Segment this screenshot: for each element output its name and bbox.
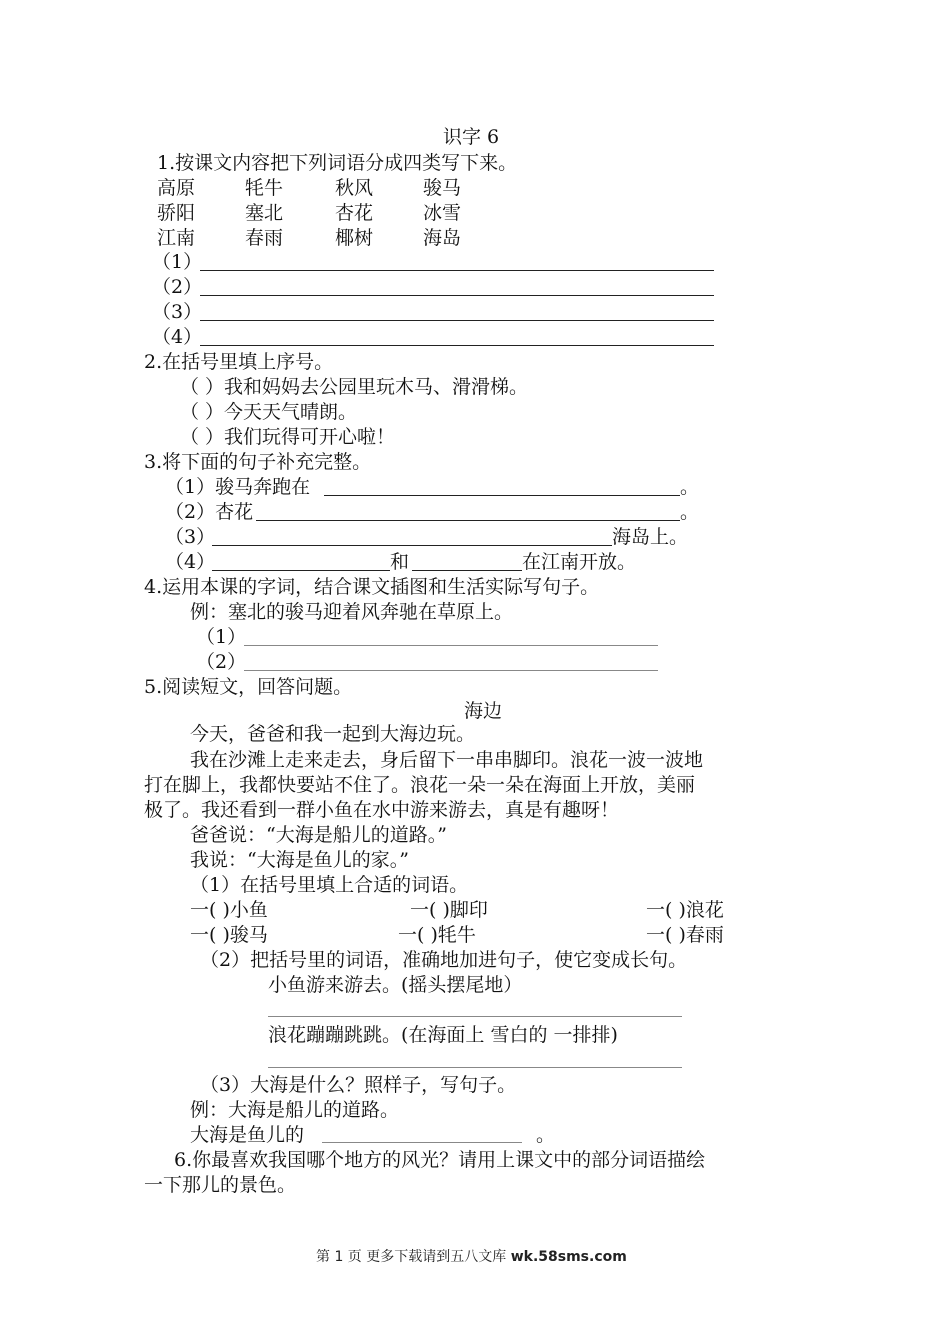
q5-sub3-end: 。 bbox=[536, 1124, 556, 1146]
fill-item[interactable]: 一( )脚印 bbox=[410, 899, 488, 921]
fill-item[interactable]: 一( )小鱼 bbox=[190, 899, 268, 921]
answer-line[interactable] bbox=[412, 570, 522, 571]
footer-link[interactable]: wk.58sms.com bbox=[510, 1249, 627, 1265]
word: 冰雪 bbox=[423, 202, 462, 224]
passage-paragraph: 爸爸说：“大海是船儿的道路。” bbox=[190, 824, 447, 846]
q2-item-text: 我和妈妈去公园里玩木马、滑滑梯。 bbox=[224, 376, 529, 398]
word: 杏花 bbox=[335, 202, 374, 224]
q2-item bbox=[180, 375, 528, 399]
answer-line[interactable] bbox=[200, 320, 714, 321]
q5-sub3: （3）大海是什么？照样子，写句子。 bbox=[200, 1074, 517, 1096]
q2-item bbox=[180, 400, 357, 424]
q3-l2-label: （2）杏花 bbox=[165, 501, 254, 523]
word: 椰树 bbox=[335, 227, 374, 249]
answer-line[interactable] bbox=[268, 1067, 682, 1068]
order-bracket[interactable]: （ ） bbox=[180, 426, 225, 448]
q3-l4-mid: 和 bbox=[390, 551, 410, 573]
passage-paragraph: 我在沙滩上走来走去，身后留下一串串脚印。浪花一波一波地 bbox=[190, 749, 704, 771]
q5-sub1: （1）在括号里填上合适的词语。 bbox=[190, 874, 469, 896]
q4-blank-label: （1） bbox=[196, 626, 247, 648]
answer-line[interactable] bbox=[212, 545, 612, 546]
word: 牦牛 bbox=[245, 177, 284, 199]
q3-l3-end: 海岛上。 bbox=[612, 526, 689, 548]
q3-l4-end: 在江南开放。 bbox=[522, 551, 637, 573]
q1-blank-label: （3） bbox=[152, 301, 203, 323]
fill-item[interactable]: 一( )骏马 bbox=[190, 924, 268, 946]
q2-item bbox=[180, 425, 395, 449]
answer-line[interactable] bbox=[324, 495, 680, 496]
word: 塞北 bbox=[245, 202, 284, 224]
answer-line[interactable] bbox=[256, 520, 680, 521]
word: 高原 bbox=[157, 177, 196, 199]
q5-sub2: （2）把括号里的词语，准确地加进句子，使它变成长句。 bbox=[200, 949, 688, 971]
q5-sub3-example: 例：大海是船儿的道路。 bbox=[190, 1099, 400, 1121]
page-title: 识字 6 bbox=[443, 126, 500, 148]
q4-blank-label: （2） bbox=[196, 651, 247, 673]
answer-line[interactable] bbox=[244, 670, 658, 671]
fill-item[interactable]: 一( )牦牛 bbox=[398, 924, 476, 946]
answer-line[interactable] bbox=[200, 270, 714, 271]
word: 江南 bbox=[157, 227, 196, 249]
fill-item[interactable]: 一( )春雨 bbox=[646, 924, 724, 946]
q1-blank-label: （1） bbox=[152, 251, 203, 273]
q2-prompt: 2.在括号里填上序号。 bbox=[144, 351, 334, 373]
passage-paragraph: 今天，爸爸和我一起到大海边玩。 bbox=[190, 723, 476, 745]
q3-l1-label: （1）骏马奔跑在 bbox=[165, 476, 311, 498]
word: 骄阳 bbox=[157, 202, 196, 224]
q2-item-text: 我们玩得可开心啦！ bbox=[224, 426, 396, 448]
answer-line[interactable] bbox=[200, 345, 714, 346]
q1-blank-label: （4） bbox=[152, 326, 203, 348]
q4-example: 例：塞北的骏马迎着风奔驰在草原上。 bbox=[190, 601, 514, 623]
q5-prompt: 5.阅读短文，回答问题。 bbox=[144, 676, 353, 698]
answer-line[interactable] bbox=[244, 645, 658, 646]
q3-l3-label: （3） bbox=[165, 526, 216, 548]
q1-prompt: 1.按课文内容把下列词语分成四类写下来。 bbox=[157, 152, 518, 174]
q1-blank-label: （2） bbox=[152, 276, 203, 298]
passage-paragraph: 我说：“大海是鱼儿的家。” bbox=[190, 849, 409, 871]
order-bracket[interactable]: （ ） bbox=[180, 376, 225, 398]
q3-l1-end: 。 bbox=[680, 476, 700, 498]
word: 海岛 bbox=[423, 227, 462, 249]
answer-line[interactable] bbox=[212, 570, 390, 571]
q6-prompt-line2: 一下那儿的景色。 bbox=[144, 1174, 297, 1196]
answer-line[interactable] bbox=[322, 1142, 522, 1143]
q6-prompt-line1: 6.你最喜欢我国哪个地方的风光？请用上课文中的部分词语描绘 bbox=[174, 1149, 706, 1171]
q2-item-text: 今天天气晴朗。 bbox=[224, 401, 358, 423]
q5-sub3-start: 大海是鱼儿的 bbox=[190, 1124, 305, 1146]
word: 骏马 bbox=[423, 177, 462, 199]
q3-l2-end: 。 bbox=[680, 501, 700, 523]
word: 春雨 bbox=[245, 227, 284, 249]
passage-paragraph: 打在脚上，我都快要站不住了。浪花一朵一朵在海面上开放，美丽 bbox=[144, 774, 696, 796]
page-footer bbox=[316, 1245, 627, 1269]
q3-prompt: 3.将下面的句子补充完整。 bbox=[144, 451, 372, 473]
answer-line[interactable] bbox=[268, 1016, 682, 1017]
q3-l4-label: （4） bbox=[165, 551, 216, 573]
q5-sub2-sentence: 小鱼游来游去。(摇头摆尾地） bbox=[268, 974, 523, 996]
order-bracket[interactable]: （ ） bbox=[180, 401, 225, 423]
q5-sub2-sentence: 浪花蹦蹦跳跳。(在海面上 雪白的 一排排) bbox=[268, 1024, 618, 1046]
passage-title: 海边 bbox=[464, 700, 503, 722]
fill-item[interactable]: 一( )浪花 bbox=[646, 899, 724, 921]
q4-prompt: 4.运用本课的字词，结合课文插图和生活实际写句子。 bbox=[144, 576, 600, 598]
footer-text: 第 1 页 更多下载请到五八文库 bbox=[316, 1249, 511, 1265]
word: 秋风 bbox=[335, 177, 374, 199]
passage-paragraph: 极了。我还看到一群小鱼在水中游来游去，真是有趣呀！ bbox=[144, 799, 620, 821]
answer-line[interactable] bbox=[200, 295, 714, 296]
